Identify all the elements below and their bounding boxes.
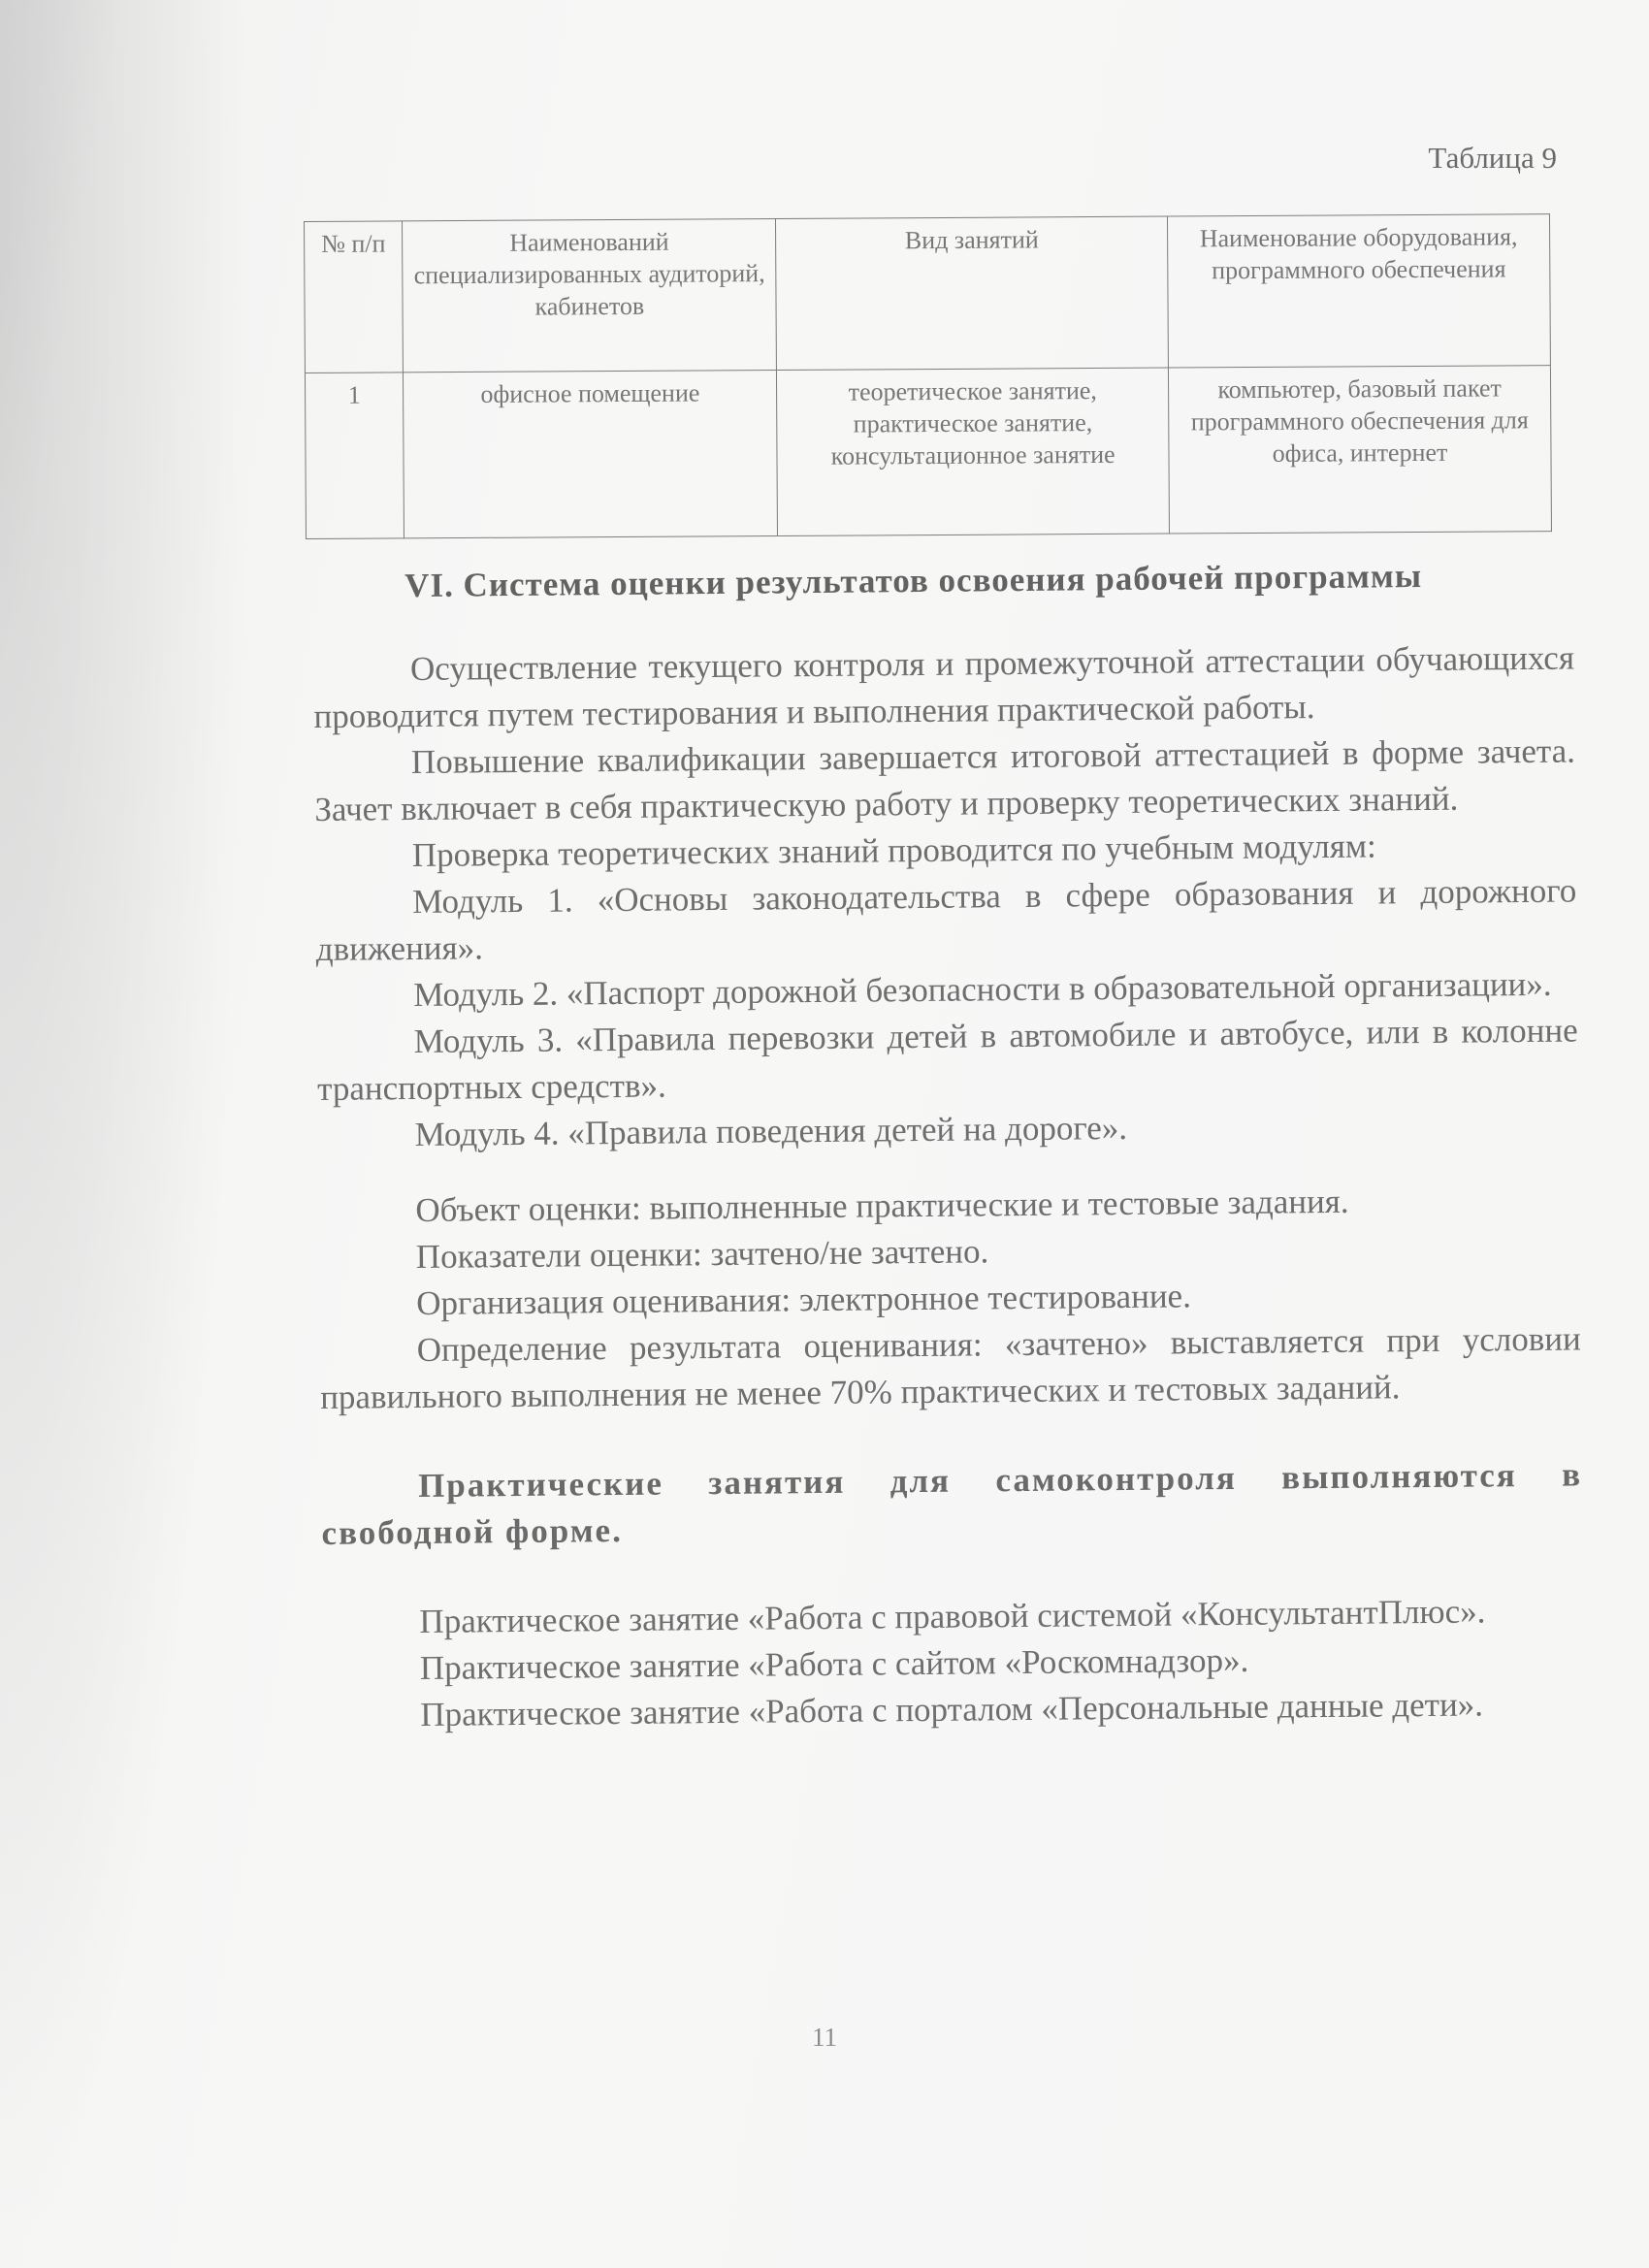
cell-lesson-type: теоретическое занятие, практическое занятие, консультационное занятие xyxy=(777,368,1170,535)
assessment-result: Определение результата оценивания: «зачтено» выставляется при условии правильного выполнения не менее 70% практических и тестовых заданий. xyxy=(320,1319,1581,1416)
assessment-organization: Организация оценивания: электронное тестирование. xyxy=(416,1277,1192,1323)
section-content xyxy=(312,556,1585,1739)
module-2: Модуль 2. «Паспорт дорожной безопасности в образовательной организации». xyxy=(413,964,1552,1015)
cell-room: офисное помещение xyxy=(404,371,778,538)
section-title: VI. Система оценки результатов освоения рабочей программы xyxy=(404,557,1423,605)
practical-1: Практическое занятие «Работа с правовой системой «КонсультантПлюс». xyxy=(419,1592,1486,1640)
paragraph-modules-intro: Проверка теоретических знаний проводится по учебным модулям: xyxy=(411,826,1376,875)
scan-shadow xyxy=(0,0,252,2268)
header-number: № п/п xyxy=(305,221,404,373)
cell-number: 1 xyxy=(305,373,404,539)
self-control-note: Практические занятия для самоконтроля выполняются в свободной форме. xyxy=(321,1455,1583,1552)
module-1: Модуль 1. «Основы законодательства в сфере образования и дорожного движения». xyxy=(315,871,1577,968)
paragraph-control: Осуществление текущего контроля и промежуточной аттестации обучающихся проводится путем тестирования и выполнения практической работы. xyxy=(313,638,1575,735)
header-rooms: Наименований специализированных аудиторий, кабинетов xyxy=(403,219,777,373)
equipment-table xyxy=(304,213,1552,539)
assessment-indicators: Показатели оценки: зачтено/не зачтено. xyxy=(415,1232,989,1277)
module-3: Модуль 3. «Правила перевозки детей в автомобиле и автобусе, или в колонне транспортных средств». xyxy=(316,1011,1578,1108)
paragraph-certification: Повышение квалификации завершается итоговой аттестацией в форме зачета. Зачет включает в себя практическую работу и проверку теоретических знаний. xyxy=(314,731,1576,828)
page-number: 11 xyxy=(812,2023,837,2052)
practical-2: Практическое занятие «Работа с сайтом «Роскомнадзор». xyxy=(419,1640,1249,1687)
assessment-object: Объект оценки: выполненные практические и тестовые задания. xyxy=(415,1182,1349,1230)
table-row xyxy=(305,366,1551,539)
header-lesson-type: Вид занятий xyxy=(776,216,1169,370)
table-header-row xyxy=(305,214,1551,373)
table-caption: Таблица 9 xyxy=(1428,141,1557,175)
module-4: Модуль 4. «Правила поведения детей на дороге». xyxy=(414,1108,1128,1154)
cell-equipment: компьютер, базовый пакет программного обеспечения для офиса, интернет xyxy=(1169,366,1552,534)
practical-3: Практическое занятие «Работа с порталом «Персональные данные дети». xyxy=(420,1685,1484,1733)
header-equipment: Наименование оборудования, программного обеспечения xyxy=(1168,214,1551,368)
